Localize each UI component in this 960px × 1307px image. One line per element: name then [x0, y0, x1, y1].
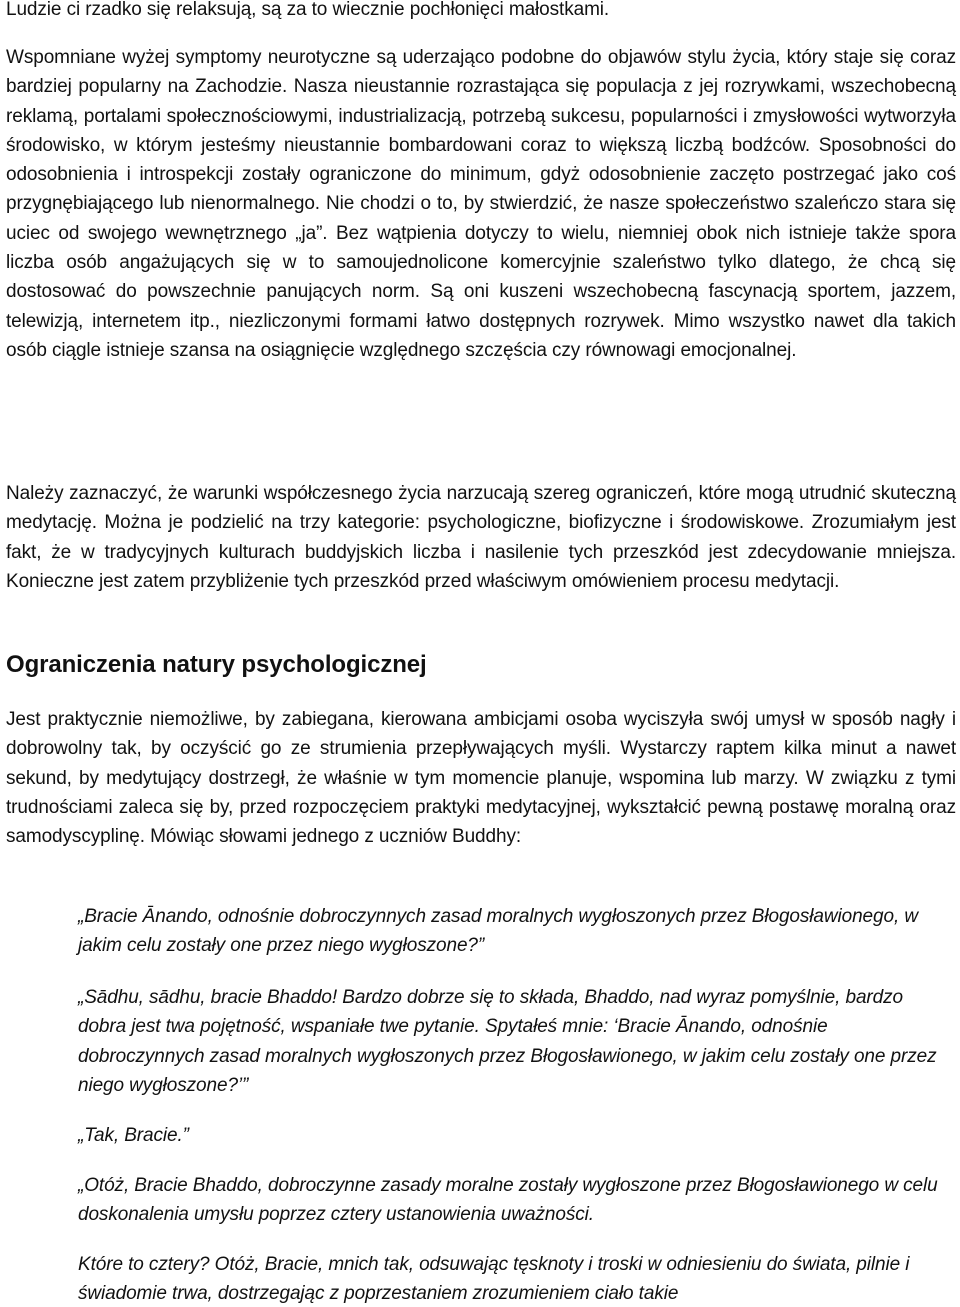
section-heading: Ograniczenia natury psychologicznej: [6, 651, 427, 678]
quote-block: „Sādhu, sādhu, bracie Bhaddo! Bardzo dobrze się to składa, Bhaddo, nad wyraz pomyślnie, bardzo dobra jest twa pojętność, wspaniałe twe pytanie. Spytałeś mnie: ‘Bracie Ānando, odnośnie dobroczynnych zasad moralnych wygłoszonych przez Błogosławionego, w jakim celu zostały one przez niego wygłoszone?’”: [78, 987, 937, 1096]
paragraph-symptoms: Wspomniane wyżej symptomy neurotyczne są uderzająco podobne do objawów stylu życia, który staje się coraz bardziej popularny na Zachodzie. Nasza nieustannie rozrastająca się populacja z jej rozrywkami, wszechobecną reklamą, portalami społecznościowymi, industrializacją, potrzebą sukcesu, popularności i zmysłowości wytworzyła środowisko, w którym jesteśmy nieustannie bombardowani coraz to większą liczbą bodźców. Sposobności do odosobnienia i introspekcji zostały ograniczone do minimum, gdyż odosobnienie zaczęto postrzegać jako coś przygnębiającego lub nienormalnego. Nie chodzi o to, by stwierdzić, że nasze społeczeństwo szaleńczo stara się uciec od swojego wewnętrznego „ja”. Bez wątpienia dotyczy to wielu, niemniej obok nich istnieje także spora liczba osób angażujących się w to samoujednolicone komercyjnie szaleństwo tylko dlatego, że chcą się dostosować do powszechnie panujących norm. Są oni kuszeni wszechobecną fascynacją sportem, jazzem, telewizją, internetem itp., niezliczonymi formami łatwo dostępnych rozrywek. Mimo wszystko nawet dla takich osób ciągle istnieje szansa na osiągnięcie względnego szczęścia czy równowagi emocjonalnej.: [6, 47, 956, 361]
paragraph-psychological: Jest praktycznie niemożliwe, by zabiegana, kierowana ambicjami osoba wyciszyła swój umysł w sposób nagły i dobrowolny tak, by oczyścić go ze strumienia przepływających myśli. Wystarczy raptem kilka minut a nawet sekund, by medytujący dostrzegł, że właśnie w tym momencie planuje, wspomina lub marzy. W związku z tymi trudnościami zaleca się by, przed rozpoczęciem praktyki medytacyjnej, wykształcić pewną postawę moralną oraz samodyscyplinę. Mówiąc słowami jednego z uczniów Buddhy:: [6, 709, 956, 848]
quote-block: „Tak, Bracie.”: [78, 1125, 189, 1146]
quote-block: „Bracie Ānando, odnośnie dobroczynnych zasad moralnych wygłoszonych przez Błogosławionego, w jakim celu zostały one przez niego wygłoszone?”: [78, 906, 918, 957]
quote-block: Które to cztery? Otóż, Bracie, mnich tak, odsuwając tęsknoty i troski w odniesieniu do świata, pilnie i świadomie trwa, dostrzegając z poprzestaniem zrozumieniem ciało takie: [78, 1254, 910, 1305]
paragraph-limitations: Należy zaznaczyć, że warunki współczesnego życia narzucają szereg ograniczeń, które mogą utrudnić skuteczną medytację. Można je podzielić na trzy kategorie: psychologiczne, biofizyczne i środowiskowe. Zrozumiałym jest fakt, że w tradycyjnych kulturach buddyjskich liczba i nasilenie tych przeszkód jest zdecydowanie mniejsza. Konieczne jest zatem przybliżenie tych przeszkód przed właściwym omówieniem procesu medytacji.: [6, 483, 956, 592]
quote-block: „Otóż, Bracie Bhaddo, dobroczynne zasady moralne zostały wygłoszone przez Błogosławionego w celu doskonalenia umysłu poprzez cztery ustanowienia uważności.: [78, 1175, 938, 1226]
intro-line: Ludzie ci rzadko się relaksują, są za to wiecznie pochłonięci małostkami.: [6, 0, 610, 20]
